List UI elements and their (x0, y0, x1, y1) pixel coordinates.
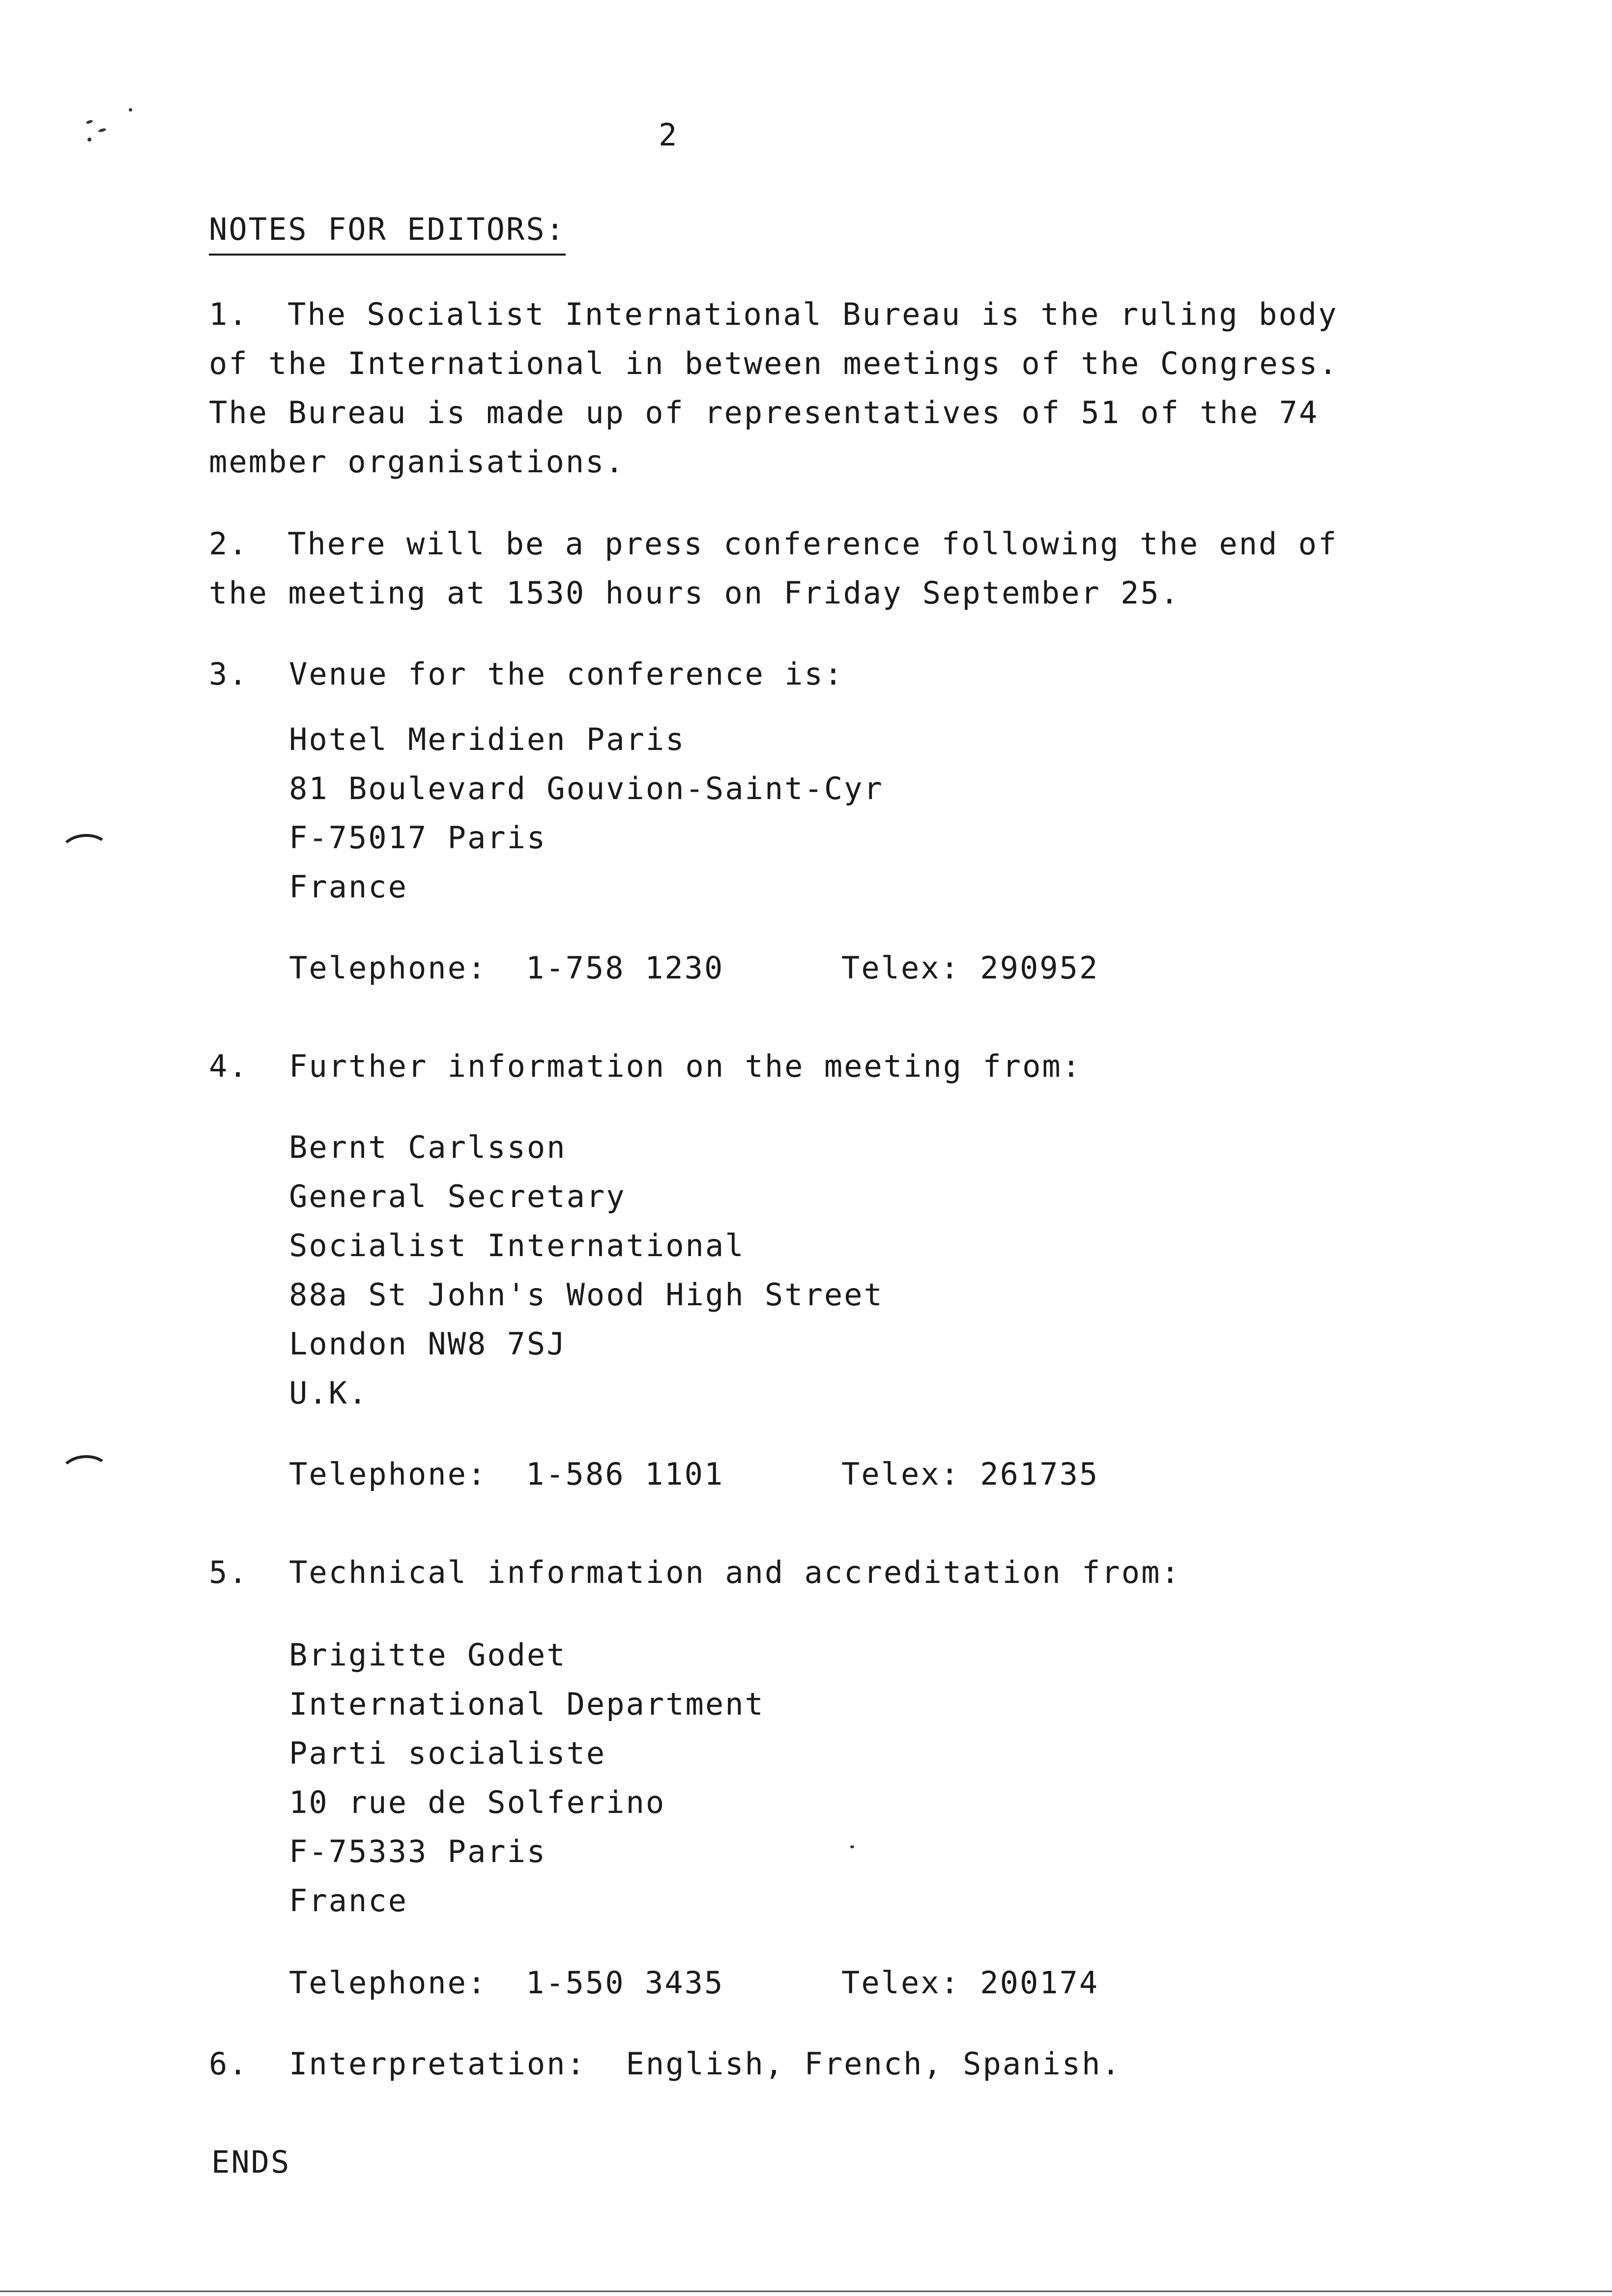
item-4-telephone-label: Telephone: (289, 1456, 488, 1492)
item-4-number: 4. (209, 1048, 249, 1084)
item-6-number: 6. (209, 2046, 249, 2082)
page-number: 2 (659, 117, 679, 153)
item-4-intro: Further information on the meeting from: (289, 1048, 1082, 1084)
item-3-telephone-label: Telephone: (289, 950, 488, 986)
item-1-number: 1. (209, 296, 249, 332)
item-4-address-line-3: Socialist International (289, 1228, 745, 1263)
item-3-number: 3. (209, 656, 249, 692)
item-4-telephone: 1-586 1101 (526, 1456, 724, 1492)
scan-speck (98, 128, 106, 133)
item-3-intro: Venue for the conference is: (289, 656, 844, 692)
item-6-text: Interpretation: English, French, Spanish. (289, 2046, 1122, 2082)
scan-speck (86, 119, 93, 124)
item-5-intro: Technical information and accreditation from: (289, 1554, 1181, 1590)
scan-speck (850, 1845, 854, 1848)
item-4-address-line-2: General Secretary (289, 1178, 626, 1214)
item-5-address-line-2: International Department (289, 1686, 765, 1722)
punch-hole-mark-upper (59, 832, 112, 871)
item-1-line-3: The Bureau is made up of representatives of 51 of the 74 (209, 395, 1319, 430)
item-4-address-line-4: 88a St John's Wood High Street (289, 1277, 884, 1313)
ends-marker: ENDS (211, 2144, 291, 2180)
item-4-address-line-5: London NW8 7SJ (289, 1326, 567, 1362)
item-4-address-line-1: Bernt Carlsson (289, 1129, 567, 1165)
item-3-address-line-1: Hotel Meridien Paris (289, 721, 686, 757)
notes-heading: NOTES FOR EDITORS: (209, 208, 566, 256)
item-2-line-2: the meeting at 1530 hours on Friday September 25. (209, 575, 1180, 611)
item-5-address-line-4: 10 rue de Solferino (289, 1784, 666, 1820)
item-1-line-1: The Socialist International Bureau is the ruling body (288, 296, 1338, 332)
scan-speck (87, 138, 91, 142)
item-2-line-1: There will be a press conference following the end of (288, 526, 1338, 562)
scan-speck (129, 108, 132, 112)
item-5-address-line-5: F-75333 Paris (289, 1834, 547, 1869)
item-5-telephone-label: Telephone: (289, 1965, 488, 2001)
item-3-telephone: 1-758 1230 (526, 950, 724, 986)
item-1-line-2: of the International in between meetings of the Congress. (209, 345, 1339, 381)
item-1-line-4: member organisations. (209, 444, 625, 480)
item-4-address-line-6: U.K. (289, 1375, 369, 1411)
item-5-telephone: 1-550 3435 (526, 1965, 724, 2001)
item-4-telex: Telex: 261735 (841, 1456, 1099, 1492)
item-3-address-line-3: F-75017 Paris (289, 820, 547, 856)
item-5-number: 5. (209, 1554, 249, 1590)
item-5-telex: Telex: 200174 (841, 1965, 1099, 2001)
item-3-telex: Telex: 290952 (841, 950, 1099, 986)
punch-hole-mark-lower (59, 1454, 112, 1492)
item-5-address-line-1: Brigitte Godet (289, 1637, 567, 1673)
item-5-address-line-3: Parti socialiste (289, 1735, 606, 1771)
item-2-number: 2. (209, 526, 249, 562)
item-5-address-line-6: France (289, 1883, 408, 1919)
item-3-address-line-4: France (289, 869, 408, 905)
bottom-edge-rule (0, 2291, 1612, 2292)
item-3-address-line-2: 81 Boulevard Gouvion-Saint-Cyr (289, 771, 884, 806)
